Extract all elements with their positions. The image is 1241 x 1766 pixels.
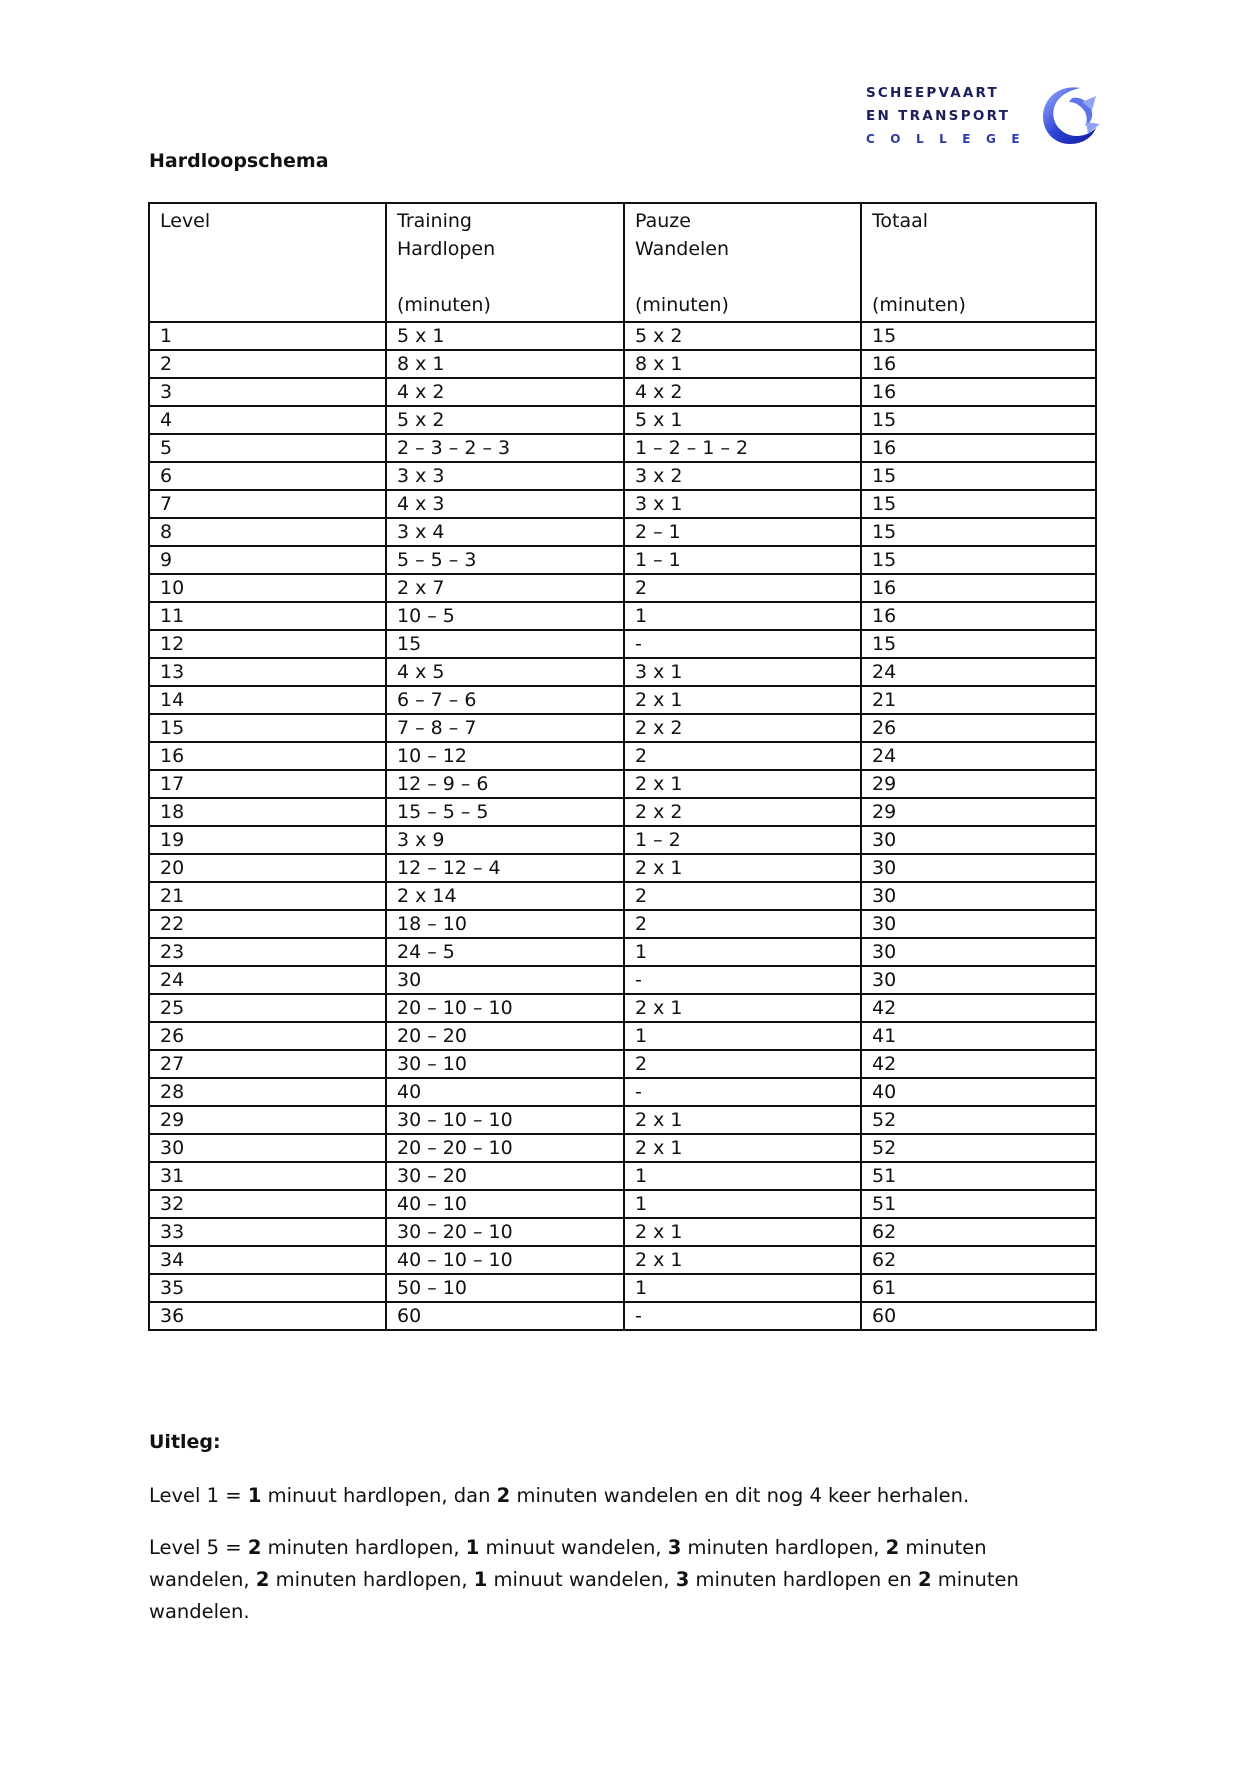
- table-row: [149, 1190, 1096, 1218]
- cell-training: 10 – 12: [386, 742, 624, 770]
- cell-pauze: 3 x 1: [624, 490, 861, 518]
- cell-totaal: 42: [861, 994, 1096, 1022]
- table-row: [149, 602, 1096, 630]
- table-row: [149, 826, 1096, 854]
- header-totaal: Totaal (minuten): [861, 203, 1096, 322]
- logo-line-3: COLLEGE: [866, 132, 1036, 146]
- cell-training: 18 – 10: [386, 910, 624, 938]
- cell-level: 8: [149, 518, 386, 546]
- cell-pauze: 3 x 2: [624, 462, 861, 490]
- cell-level: 19: [149, 826, 386, 854]
- cell-pauze: 2 x 1: [624, 1106, 861, 1134]
- paragraph-text: minuut wandelen,: [487, 1568, 676, 1591]
- paragraph-text: minuten wandelen,: [149, 1536, 987, 1591]
- cell-training: 30 – 20: [386, 1162, 624, 1190]
- cell-level: 35: [149, 1274, 386, 1302]
- table-row: [149, 854, 1096, 882]
- cell-pauze: 2 x 1: [624, 994, 861, 1022]
- cell-level: 33: [149, 1218, 386, 1246]
- cell-pauze: 1: [624, 1162, 861, 1190]
- cell-totaal: 15: [861, 490, 1096, 518]
- cell-level: 25: [149, 994, 386, 1022]
- cell-totaal: 52: [861, 1106, 1096, 1134]
- cell-totaal: 29: [861, 770, 1096, 798]
- emphasis-number: 1: [473, 1568, 488, 1591]
- cell-training: 3 x 4: [386, 518, 624, 546]
- cell-training: 30 – 20 – 10: [386, 1218, 624, 1246]
- cell-totaal: 40: [861, 1078, 1096, 1106]
- cell-totaal: 15: [861, 462, 1096, 490]
- cell-totaal: 15: [861, 406, 1096, 434]
- cell-pauze: 1: [624, 602, 861, 630]
- table-row: [149, 1078, 1096, 1106]
- cell-totaal: 61: [861, 1274, 1096, 1302]
- cell-totaal: 30: [861, 910, 1096, 938]
- cell-level: 28: [149, 1078, 386, 1106]
- emphasis-number: 3: [675, 1568, 690, 1591]
- cell-totaal: 21: [861, 686, 1096, 714]
- cell-training: 2 x 7: [386, 574, 624, 602]
- cell-totaal: 51: [861, 1162, 1096, 1190]
- cell-pauze: 3 x 1: [624, 658, 861, 686]
- paragraph-text: minuut wandelen,: [479, 1536, 668, 1559]
- cell-pauze: 2: [624, 1050, 861, 1078]
- cell-training: 12 – 9 – 6: [386, 770, 624, 798]
- cell-training: 12 – 12 – 4: [386, 854, 624, 882]
- table-row: [149, 658, 1096, 686]
- cell-level: 4: [149, 406, 386, 434]
- table-row: [149, 434, 1096, 462]
- cell-totaal: 15: [861, 546, 1096, 574]
- cell-level: 22: [149, 910, 386, 938]
- table-row: [149, 742, 1096, 770]
- header-training: Training Hardlopen (minuten): [386, 203, 624, 322]
- cell-level: 32: [149, 1190, 386, 1218]
- paragraph-text: minuten hardlopen,: [269, 1568, 474, 1591]
- table-row: [149, 546, 1096, 574]
- emphasis-number: 1: [247, 1484, 262, 1507]
- cell-totaal: 41: [861, 1022, 1096, 1050]
- cell-level: 12: [149, 630, 386, 658]
- cell-pauze: 2: [624, 882, 861, 910]
- cell-training: 5 – 5 – 3: [386, 546, 624, 574]
- emphasis-number: 2: [496, 1484, 511, 1507]
- cell-pauze: -: [624, 630, 861, 658]
- cell-level: 31: [149, 1162, 386, 1190]
- cell-level: 17: [149, 770, 386, 798]
- cell-pauze: 5 x 2: [624, 322, 861, 350]
- cell-training: 30: [386, 966, 624, 994]
- table-row: [149, 350, 1096, 378]
- cell-training: 5 x 1: [386, 322, 624, 350]
- table-row: [149, 574, 1096, 602]
- table-row: [149, 1050, 1096, 1078]
- cell-level: 10: [149, 574, 386, 602]
- cell-training: 15 – 5 – 5: [386, 798, 624, 826]
- cell-pauze: 4 x 2: [624, 378, 861, 406]
- paragraph-text: Level 5 =: [149, 1536, 248, 1559]
- table-row: [149, 798, 1096, 826]
- cell-level: 11: [149, 602, 386, 630]
- cell-level: 9: [149, 546, 386, 574]
- emphasis-number: 2: [885, 1536, 900, 1559]
- table-row: [149, 882, 1096, 910]
- cell-pauze: 1: [624, 1190, 861, 1218]
- header-pauze: Pauze Wandelen (minuten): [624, 203, 861, 322]
- cell-level: 34: [149, 1246, 386, 1274]
- cell-level: 20: [149, 854, 386, 882]
- cell-level: 14: [149, 686, 386, 714]
- cell-training: 30 – 10 – 10: [386, 1106, 624, 1134]
- table-row: [149, 1162, 1096, 1190]
- emphasis-number: 3: [667, 1536, 682, 1559]
- table-row: [149, 686, 1096, 714]
- cell-pauze: 2 x 1: [624, 686, 861, 714]
- emphasis-number: 2: [918, 1568, 932, 1591]
- table-row: [149, 406, 1096, 434]
- cell-training: 40 – 10 – 10: [386, 1246, 624, 1274]
- paragraph-text: minuten hardlopen en: [689, 1568, 918, 1591]
- cell-totaal: 15: [861, 630, 1096, 658]
- table-row: [149, 490, 1096, 518]
- cell-totaal: 30: [861, 938, 1096, 966]
- cell-level: 5: [149, 434, 386, 462]
- cell-pauze: -: [624, 1302, 861, 1330]
- cell-totaal: 60: [861, 1302, 1096, 1330]
- cell-training: 8 x 1: [386, 350, 624, 378]
- logo-line-2: EN TRANSPORT: [866, 108, 1011, 124]
- cell-training: 50 – 10: [386, 1274, 624, 1302]
- uitleg-paragraph-level-1: [149, 1480, 1089, 1512]
- logo-line-1: SCHEEPVAART: [866, 85, 999, 101]
- cell-level: 6: [149, 462, 386, 490]
- table-row: [149, 770, 1096, 798]
- cell-totaal: 16: [861, 574, 1096, 602]
- paragraph-text: minuten hardlopen,: [681, 1536, 886, 1559]
- cell-totaal: 16: [861, 434, 1096, 462]
- uitleg-heading: Uitleg:: [149, 1431, 221, 1453]
- cell-totaal: 52: [861, 1134, 1096, 1162]
- cell-pauze: 2 x 1: [624, 1218, 861, 1246]
- cell-level: 7: [149, 490, 386, 518]
- cell-training: 2 – 3 – 2 – 3: [386, 434, 624, 462]
- table-row: [149, 630, 1096, 658]
- cell-totaal: 29: [861, 798, 1096, 826]
- cell-pauze: 2 x 1: [624, 770, 861, 798]
- paragraph-text: minuten hardlopen,: [261, 1536, 466, 1559]
- cell-level: 16: [149, 742, 386, 770]
- cell-totaal: 62: [861, 1246, 1096, 1274]
- college-logo: [866, 82, 1102, 154]
- cell-pauze: 2: [624, 742, 861, 770]
- cell-pauze: 2 x 1: [624, 1134, 861, 1162]
- emphasis-number: 2: [255, 1568, 270, 1591]
- cell-pauze: 1 – 2: [624, 826, 861, 854]
- cell-pauze: 2 x 2: [624, 714, 861, 742]
- table-row: [149, 910, 1096, 938]
- cell-level: 21: [149, 882, 386, 910]
- cell-pauze: 1 – 1: [624, 546, 861, 574]
- cell-totaal: 30: [861, 826, 1096, 854]
- cell-level: 13: [149, 658, 386, 686]
- cell-training: 7 – 8 – 7: [386, 714, 624, 742]
- cell-pauze: 2 x 1: [624, 1246, 861, 1274]
- cell-pauze: 2 x 1: [624, 854, 861, 882]
- paragraph-text: minuten wandelen.: [149, 1568, 1019, 1623]
- cell-training: 40 – 10: [386, 1190, 624, 1218]
- cell-level: 36: [149, 1302, 386, 1330]
- cell-totaal: 26: [861, 714, 1096, 742]
- cell-training: 15: [386, 630, 624, 658]
- cell-level: 26: [149, 1022, 386, 1050]
- table-row: [149, 462, 1096, 490]
- table-row: [149, 714, 1096, 742]
- cell-totaal: 16: [861, 378, 1096, 406]
- cell-training: 2 x 14: [386, 882, 624, 910]
- cell-training: 30 – 10: [386, 1050, 624, 1078]
- cell-training: 4 x 3: [386, 490, 624, 518]
- cell-level: 24: [149, 966, 386, 994]
- emphasis-number: 2: [247, 1536, 262, 1559]
- cell-level: 30: [149, 1134, 386, 1162]
- cell-training: 4 x 5: [386, 658, 624, 686]
- emphasis-number: 1: [465, 1536, 480, 1559]
- cell-level: 18: [149, 798, 386, 826]
- cell-pauze: 8 x 1: [624, 350, 861, 378]
- cell-totaal: 15: [861, 518, 1096, 546]
- cell-totaal: 24: [861, 742, 1096, 770]
- cell-training: 20 – 20: [386, 1022, 624, 1050]
- cell-level: 27: [149, 1050, 386, 1078]
- cell-level: 15: [149, 714, 386, 742]
- cell-pauze: 1: [624, 938, 861, 966]
- cell-training: 6 – 7 – 6: [386, 686, 624, 714]
- paragraph-text: Level 1 =: [149, 1484, 248, 1507]
- cell-pauze: 5 x 1: [624, 406, 861, 434]
- cell-level: 29: [149, 1106, 386, 1134]
- cell-training: 3 x 9: [386, 826, 624, 854]
- cell-totaal: 62: [861, 1218, 1096, 1246]
- cell-pauze: 2 x 2: [624, 798, 861, 826]
- paragraph-text: minuten wandelen en dit nog 4 keer herhalen.: [510, 1484, 970, 1507]
- table-row: [149, 1218, 1096, 1246]
- cell-training: 5 x 2: [386, 406, 624, 434]
- table-row: [149, 1302, 1096, 1330]
- cell-level: 3: [149, 378, 386, 406]
- cell-totaal: 30: [861, 966, 1096, 994]
- table-header-row: [149, 203, 1096, 322]
- cell-pauze: 1 – 2 – 1 – 2: [624, 434, 861, 462]
- table-row: [149, 1022, 1096, 1050]
- paragraph-text: minuut hardlopen, dan: [261, 1484, 497, 1507]
- table-row: [149, 378, 1096, 406]
- cell-training: 60: [386, 1302, 624, 1330]
- table-row: [149, 966, 1096, 994]
- cell-totaal: 15: [861, 322, 1096, 350]
- cell-pauze: 2: [624, 910, 861, 938]
- table-row: [149, 1134, 1096, 1162]
- table-row: [149, 322, 1096, 350]
- cell-totaal: 51: [861, 1190, 1096, 1218]
- uitleg-paragraph-level-5: [149, 1532, 1089, 1628]
- cell-training: 10 – 5: [386, 602, 624, 630]
- table-row: [149, 518, 1096, 546]
- training-schedule-table: [148, 202, 1097, 1331]
- table-row: [149, 994, 1096, 1022]
- cell-totaal: 42: [861, 1050, 1096, 1078]
- cell-training: 4 x 2: [386, 378, 624, 406]
- cell-pauze: -: [624, 966, 861, 994]
- cell-level: 2: [149, 350, 386, 378]
- cell-totaal: 24: [861, 658, 1096, 686]
- cell-training: 3 x 3: [386, 462, 624, 490]
- cell-pauze: 2 – 1: [624, 518, 861, 546]
- page-title: Hardloopschema: [149, 150, 329, 172]
- cell-training: 40: [386, 1078, 624, 1106]
- cell-totaal: 16: [861, 350, 1096, 378]
- cell-level: 1: [149, 322, 386, 350]
- cell-totaal: 30: [861, 882, 1096, 910]
- header-level: Level: [149, 203, 386, 322]
- cell-pauze: 2: [624, 574, 861, 602]
- cell-training: 20 – 20 – 10: [386, 1134, 624, 1162]
- cell-pauze: 1: [624, 1274, 861, 1302]
- cell-pauze: 1: [624, 1022, 861, 1050]
- cell-training: 24 – 5: [386, 938, 624, 966]
- table-row: [149, 938, 1096, 966]
- cell-totaal: 30: [861, 854, 1096, 882]
- cell-totaal: 16: [861, 602, 1096, 630]
- table-row: [149, 1274, 1096, 1302]
- cell-level: 23: [149, 938, 386, 966]
- table-row: [149, 1106, 1096, 1134]
- table-row: [149, 1246, 1096, 1274]
- cell-pauze: -: [624, 1078, 861, 1106]
- logo-swirl-icon: [1036, 82, 1102, 148]
- cell-training: 20 – 10 – 10: [386, 994, 624, 1022]
